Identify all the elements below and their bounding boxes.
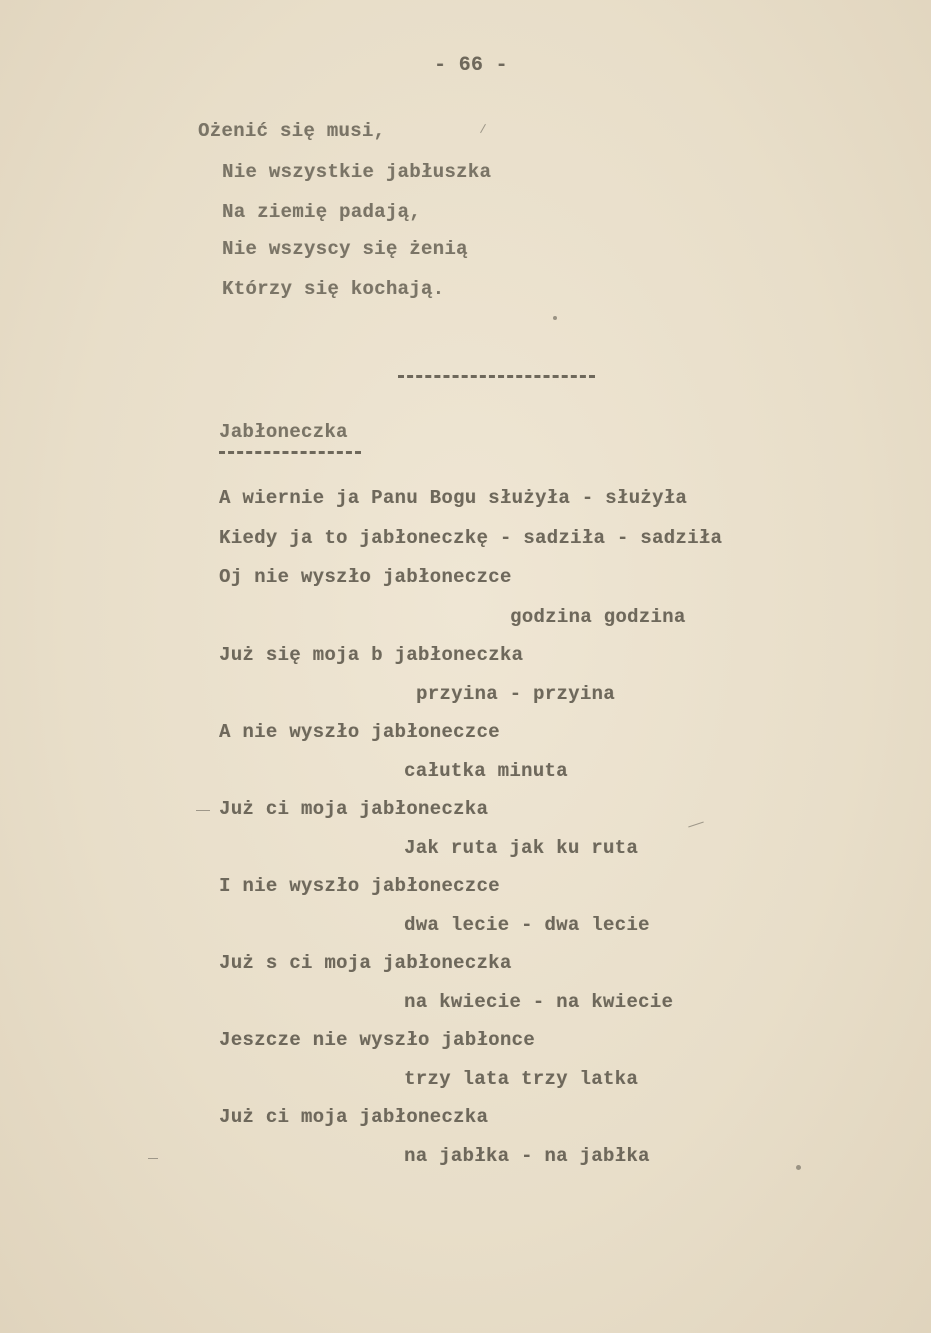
song-line: Już się moja b jabłoneczka xyxy=(219,644,524,666)
song-line-refrain: na jabłka - na jabłka xyxy=(404,1145,650,1167)
song-line: Już ci moja jabłoneczka xyxy=(219,798,489,820)
stanza-line: Którzy się kochają. xyxy=(222,278,445,300)
section-divider xyxy=(398,375,595,378)
song-line: Jeszcze nie wyszło jabłonce xyxy=(219,1029,535,1051)
song-line-refrain: dwa lecie - dwa lecie xyxy=(404,914,650,936)
stanza-line: Nie wszystkie jabłuszka xyxy=(222,161,492,183)
song-line: Oj nie wyszło jabłoneczce xyxy=(219,566,512,588)
song-line-refrain: trzy lata trzy latka xyxy=(404,1068,639,1090)
song-line-refrain: Jak ruta jak ku ruta xyxy=(404,837,639,859)
song-line: Kiedy ja to jabłoneczkę - sadziła - sadziła xyxy=(219,527,723,549)
song-line-refrain: godzina godzina xyxy=(510,606,686,628)
song-line: Już ci moja jabłoneczka xyxy=(219,1106,489,1128)
title-underline xyxy=(219,451,361,454)
paper-scratch xyxy=(480,124,486,133)
song-title: Jabłoneczka xyxy=(219,421,348,443)
stanza-line: Na ziemię padają, xyxy=(222,201,421,223)
song-line: Już s ci moja jabłoneczka xyxy=(219,952,512,974)
paper-speck xyxy=(553,316,557,320)
stanza-line: Nie wszyscy się żenią xyxy=(222,238,468,260)
song-line: I nie wyszło jabłoneczce xyxy=(219,875,500,897)
song-line-refrain: całutka minuta xyxy=(404,760,568,782)
paper-scratch xyxy=(688,822,704,828)
margin-mark xyxy=(196,810,210,811)
page-number: - 66 - xyxy=(434,54,508,77)
song-line-refrain: przyina - przyina xyxy=(416,683,615,705)
stanza-line: Ożenić się musi, xyxy=(198,120,386,142)
song-line-refrain: na kwiecie - na kwiecie xyxy=(404,991,674,1013)
margin-mark xyxy=(148,1158,158,1159)
song-line: A wiernie ja Panu Bogu służyła - służyła xyxy=(219,487,688,509)
paper-speck xyxy=(796,1165,801,1170)
song-line: A nie wyszło jabłoneczce xyxy=(219,721,500,743)
